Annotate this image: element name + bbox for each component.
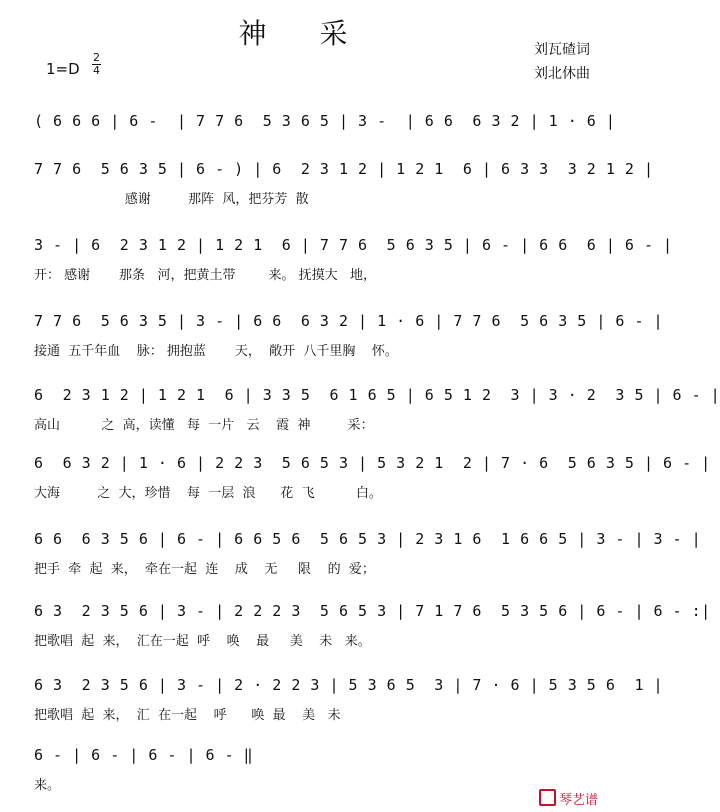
notation-line: 6 6 3 2 | 1 · 6 | 2 2 3 5 6 5 3 | 5 3 2 1 2 | 7 · 6 5 6 3 5 | 6 - | <box>34 454 711 472</box>
song-title: 神 采 <box>238 17 370 50</box>
lyricist: 刘瓦碴词 <box>534 42 590 58</box>
notation-line: 7 7 6 5 6 3 5 | 6 - ) | 6 2 3 1 2 | 1 2 1 6 | 6 3 3 3 2 1 2 | <box>34 160 654 178</box>
lyric-line: 大海 之 大，珍惜 每 一层 浪 花 飞 白。 <box>34 486 382 501</box>
composer: 刘北休曲 <box>534 66 590 82</box>
logo-text: 琴艺谱 <box>558 793 598 808</box>
lyric-line: 把手 牵 起 来， 牵在一起 连 成 无 限 的 爱； <box>34 562 375 577</box>
notation-line: 6 3 2 3 5 6 | 3 - | 2 · 2 2 3 | 5 3 6 5 3 | 7 · 6 | 5 3 5 6 1 | <box>34 676 664 694</box>
notation-line: 6 - | 6 - | 6 - | 6 - ‖ <box>34 746 254 764</box>
notation-line: 6 2 3 1 2 | 1 2 1 6 | 3 3 5 6 1 6 5 | 6 5 1 2 3 | 3 · 2 3 5 | 6 - | <box>34 386 720 404</box>
lyric-line: 开： 感谢 那条 河，把黄土带 来。 抚摸大 地， <box>34 268 377 283</box>
notation-line: 6 6 6 3 5 6 | 6 - | 6 6 5 6 5 6 5 3 | 2 3 1 6 1 6 6 5 | 3 - | 3 - | <box>34 530 702 548</box>
notation-line: 7 7 6 5 6 3 5 | 3 - | 6 6 6 3 2 | 1 · 6 | 7 7 6 5 6 3 5 | 6 - | <box>34 312 664 330</box>
lyric-line: 接通 五千年血 脉： 拥抱蓝 天， 敞开 八千里胸 怀。 <box>34 344 398 359</box>
meter-top: 2 <box>93 51 100 64</box>
logo-icon <box>539 789 556 806</box>
credits <box>534 38 590 86</box>
lyric-line: 来。 <box>34 778 61 793</box>
notation-line: 3 - | 6 2 3 1 2 | 1 2 1 6 | 7 7 6 5 6 3 5 | 6 - | 6 6 6 | 6 - | <box>34 236 673 254</box>
site-logo <box>539 789 598 808</box>
notation-line: ( 6 6 6 | 6 - | 7 7 6 5 3 6 5 | 3 - | 6 6 6 3 2 | 1 · 6 | <box>34 112 616 130</box>
meter-bottom: 4 <box>93 64 100 77</box>
time-signature <box>92 52 101 77</box>
lyric-line: 高山 之 高，读懂 每 一片 云 霞 神 采： <box>34 418 374 433</box>
lyric-line: 把歌唱 起 来， 汇在一起 呼 唤 最 美 未 来。 <box>34 634 371 649</box>
key-signature: 1=D <box>46 60 80 78</box>
lyric-line: 把歌唱 起 来， 汇 在一起 呼 唤 最 美 未 <box>34 708 341 723</box>
lyric-line: 感谢 那阵 风，把芬芳 散 <box>34 192 309 207</box>
notation-line: 6 3 2 3 5 6 | 3 - | 2 2 2 3 5 6 5 3 | 7 1 7 6 5 3 5 6 | 6 - | 6 - :| <box>34 602 711 620</box>
